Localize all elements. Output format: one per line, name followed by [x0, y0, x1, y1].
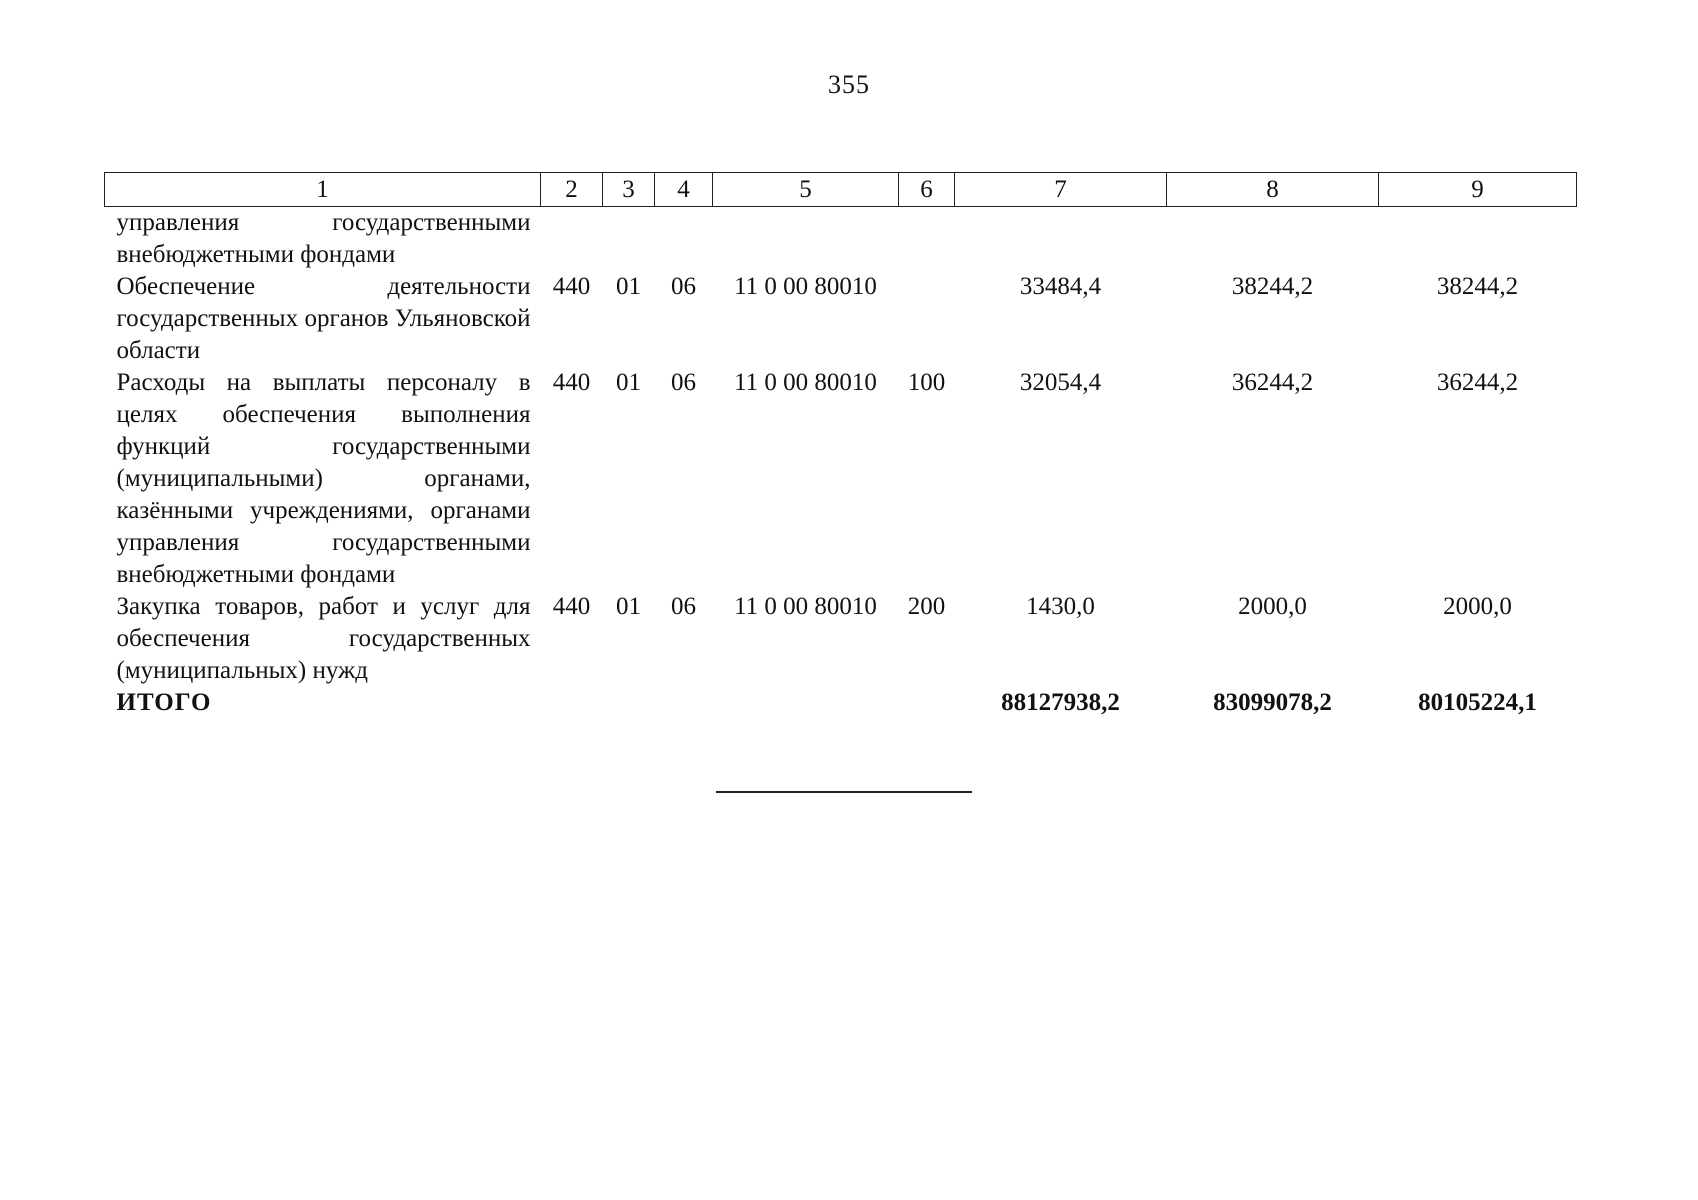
- total-col-7: 88127938,2: [1001, 689, 1120, 716]
- header-col-6: 6: [899, 173, 955, 207]
- table-row: [105, 271, 1577, 367]
- row-col-8: [1167, 207, 1379, 272]
- header-col-8: 8: [1167, 173, 1379, 207]
- row-col-2: 440: [552, 593, 591, 620]
- total-col-2: [541, 687, 603, 719]
- budget-table: [104, 172, 1577, 719]
- total-col-8: 83099078,2: [1213, 689, 1332, 716]
- page-number: 355: [828, 70, 870, 99]
- row-col-9: 2000,0: [1443, 593, 1512, 620]
- row-col-5: 11 0 00 80010: [734, 593, 877, 620]
- row-col-6: 200: [907, 593, 946, 620]
- row-col-3: 01: [616, 273, 641, 300]
- header-col-7: 7: [955, 173, 1167, 207]
- total-row: [105, 687, 1577, 719]
- row-col-4: [655, 207, 713, 272]
- row-col-6: [899, 271, 955, 367]
- row-col-6: [899, 207, 955, 272]
- row-col-4: 06: [671, 369, 696, 396]
- row-col-9: 38244,2: [1436, 273, 1519, 300]
- total-col-4: [655, 687, 713, 719]
- row-col-5: 11 0 00 80010: [734, 273, 877, 300]
- row-col-6: 100: [907, 369, 946, 396]
- row-col-3: 01: [616, 593, 641, 620]
- row-col-4: 06: [671, 593, 696, 620]
- row-col-9: [1379, 207, 1577, 272]
- table-row: [105, 207, 1577, 272]
- row-col-8: 38244,2: [1231, 273, 1314, 300]
- row-col-5: [713, 207, 899, 272]
- table-row: [105, 367, 1577, 591]
- header-col-1: 1: [105, 173, 541, 207]
- row-col-2: [541, 207, 603, 272]
- header-row: [105, 173, 1577, 207]
- row-col-7: [955, 207, 1167, 272]
- total-col-3: [603, 687, 655, 719]
- total-label: ИТОГО: [116, 689, 212, 716]
- header-col-4: 4: [655, 173, 713, 207]
- row-col-7: 1430,0: [1026, 593, 1095, 620]
- row-name: Расходы на выплаты персоналу в целях обеспечения выполнения функций государственными (муниципальными) органами, казёнными учреждениями, органами управления государственными внебюджетными фондами: [116, 369, 531, 588]
- row-name: управления государственными внебюджетными фондами: [116, 209, 531, 268]
- row-col-7: 32054,4: [1019, 369, 1102, 396]
- row-col-9: 36244,2: [1436, 369, 1519, 396]
- total-col-6: [899, 687, 955, 719]
- total-col-9: 80105224,1: [1418, 689, 1537, 716]
- row-col-4: 06: [671, 273, 696, 300]
- header-col-5: 5: [713, 173, 899, 207]
- header-col-9: 9: [1379, 173, 1577, 207]
- row-col-3: [603, 207, 655, 272]
- total-col-5: [713, 687, 899, 719]
- row-col-8: 36244,2: [1231, 369, 1314, 396]
- row-col-7: 33484,4: [1019, 273, 1102, 300]
- end-of-table-divider: [716, 791, 972, 793]
- row-col-3: 01: [616, 369, 641, 396]
- table-body: [105, 207, 1577, 720]
- row-col-2: 440: [552, 273, 591, 300]
- row-col-5: 11 0 00 80010: [734, 369, 877, 396]
- header-col-3: 3: [603, 173, 655, 207]
- row-name: Обеспечение деятельности государственных органов Ульяновской области: [116, 273, 531, 364]
- row-name: Закупка товаров, работ и услуг для обеспечения государственных (муниципальных) нужд: [116, 593, 531, 684]
- row-col-2: 440: [552, 369, 591, 396]
- table-header: [105, 173, 1577, 207]
- table-row: [105, 591, 1577, 687]
- row-col-8: 2000,0: [1238, 593, 1307, 620]
- header-col-2: 2: [541, 173, 603, 207]
